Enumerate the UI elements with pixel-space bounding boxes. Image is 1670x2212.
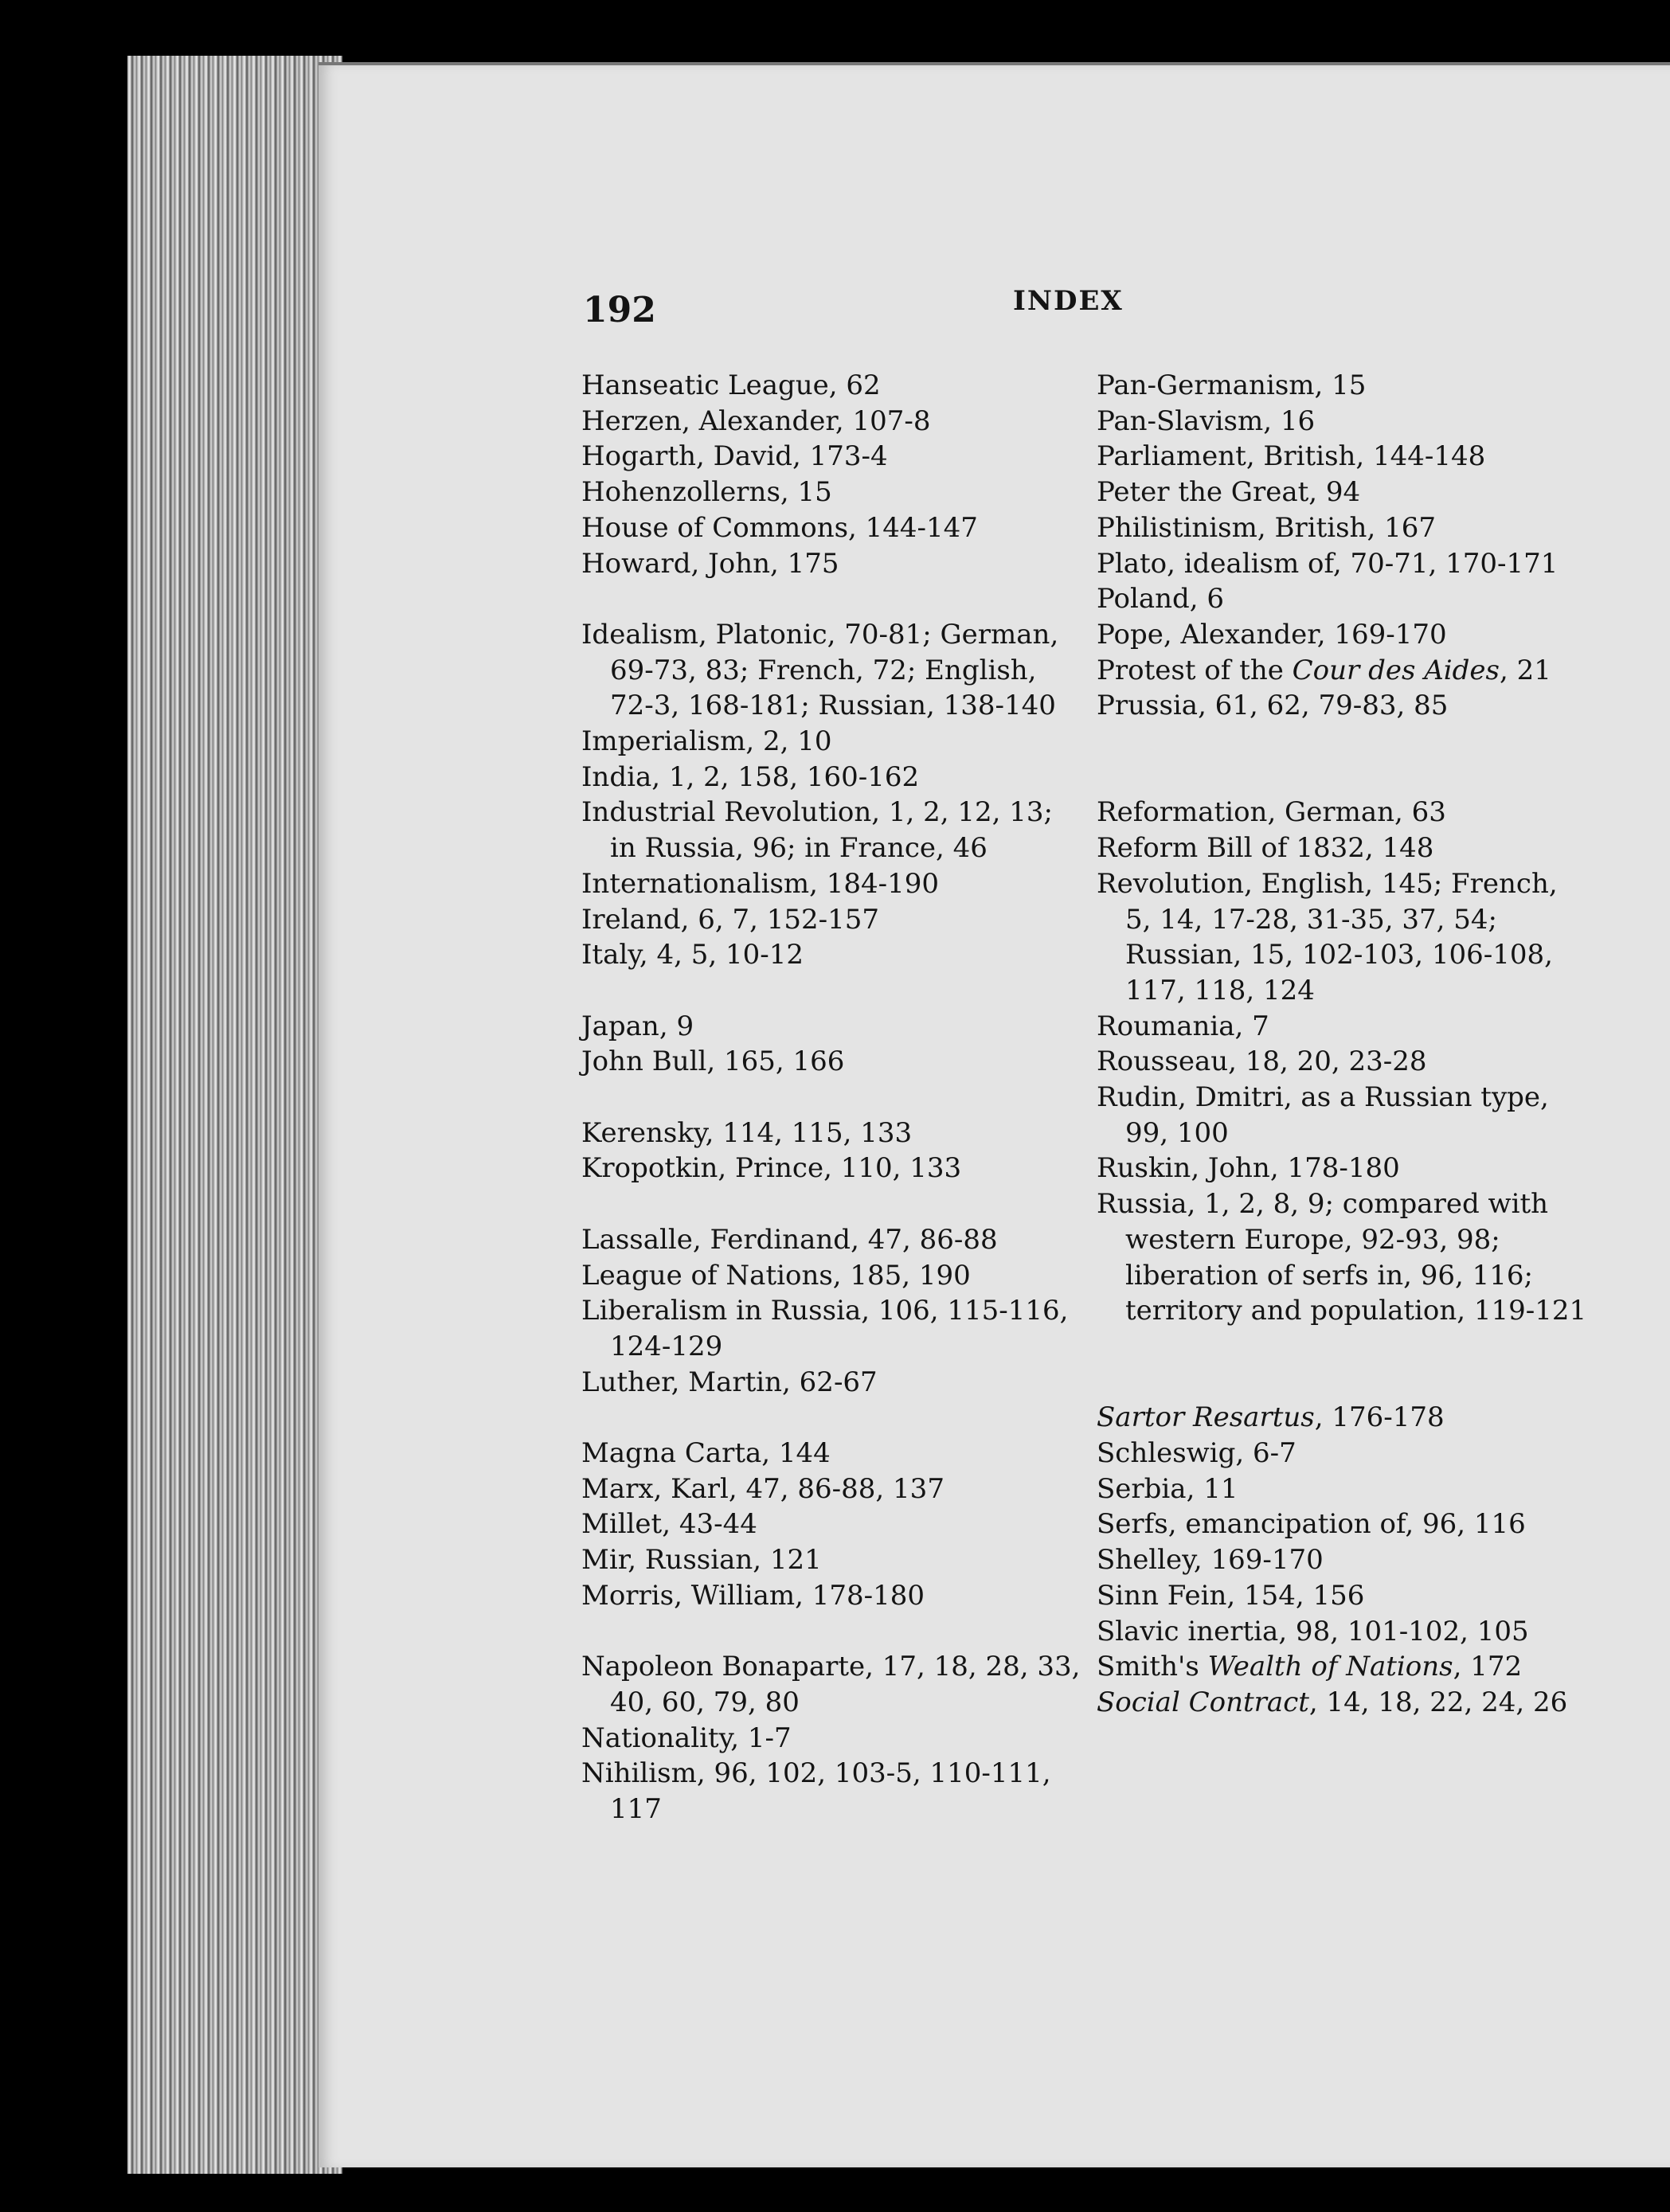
index-entry: Kerensky, 114, 115, 133 — [581, 1116, 913, 1149]
index-entry: India, 1, 2, 158, 160-162 — [581, 760, 920, 793]
index-entry: Pan-Germanism, 15 — [1097, 369, 1367, 401]
index-entry: Ireland, 6, 7, 152-157 — [581, 903, 879, 936]
page-number: 192 — [583, 290, 656, 330]
entry-spacer — [1097, 760, 1590, 795]
index-entry: Peter the Great, 94 — [1097, 476, 1361, 509]
index-column-right — [1097, 368, 1590, 1721]
entry-spacer — [581, 1186, 1083, 1222]
index-entry: John Bull, 165, 166 — [581, 1045, 845, 1078]
entry-spacer — [1097, 1365, 1590, 1401]
index-entry: Idealism, Platonic, 70-81; German, 69-73, 83; French, 72; English, 72-3, 168-181; Russian, 138-140 — [581, 618, 1059, 722]
entry-text: Smith's — [1097, 1651, 1208, 1683]
index-entry: League of Nations, 185, 190 — [581, 1259, 971, 1292]
index-entry: Morris, William, 178-180 — [581, 1579, 925, 1612]
index-entry: Internationalism, 184-190 — [581, 867, 940, 900]
index-entry: Rudin, Dmitri, as a Russian type, 99, 100 — [1097, 1081, 1549, 1149]
index-entry: Millet, 43-44 — [581, 1508, 757, 1541]
page-header — [583, 285, 1140, 341]
index-entry: Nationality, 1-7 — [581, 1722, 792, 1754]
index-entry — [1097, 1685, 1590, 1721]
index-entry: Prussia, 61, 62, 79-83, 85 — [1097, 690, 1449, 722]
entry-pages: , 21 — [1500, 654, 1551, 686]
index-entry: Philistinism, British, 167 — [1097, 511, 1436, 544]
index-entry: Sinn Fein, 154, 156 — [1097, 1579, 1365, 1612]
index-entry: Italy, 4, 5, 10-12 — [581, 939, 804, 971]
index-entry: Pope, Alexander, 169-170 — [1097, 618, 1447, 651]
index-entry: Mir, Russian, 121 — [581, 1544, 822, 1577]
index-entry: House of Commons, 144-147 — [581, 511, 978, 544]
index-entry: Herzen, Alexander, 107-8 — [581, 404, 931, 437]
entry-spacer — [581, 1080, 1083, 1116]
index-entry: Slavic inertia, 98, 101-102, 105 — [1097, 1615, 1529, 1647]
index-entry: Industrial Revolution, 1, 2, 12, 13; in Russia, 96; in France, 46 — [581, 796, 1053, 865]
entry-text: Protest of the — [1097, 654, 1293, 686]
index-entry: Russia, 1, 2, 8, 9; compared with western Europe, 92-93, 98; liberation of serfs in, 96, 116; territory and population, 119-121 — [1097, 1188, 1587, 1327]
index-entry: Reformation, German, 63 — [1097, 796, 1446, 829]
index-entry: Lassalle, Ferdinand, 47, 86-88 — [581, 1223, 998, 1256]
entry-spacer — [581, 581, 1083, 617]
index-entry: Pan-Slavism, 16 — [1097, 404, 1316, 437]
index-entry: Roumania, 7 — [1097, 1010, 1269, 1042]
index-entry: Marx, Karl, 47, 86-88, 137 — [581, 1472, 945, 1505]
index-entry: Shelley, 169-170 — [1097, 1544, 1324, 1577]
index-entry: Napoleon Bonaparte, 17, 18, 28, 33, 40, 60, 79, 80 — [581, 1651, 1081, 1718]
index-entry: Plato, idealism of, 70-71, 170-171 — [1097, 547, 1559, 580]
page-title: INDEX — [1013, 285, 1124, 317]
index-entry — [1097, 1400, 1590, 1436]
index-entry: Serfs, emancipation of, 96, 116 — [1097, 1508, 1526, 1541]
index-column-left — [581, 368, 1083, 1827]
index-entry: Imperialism, 2, 10 — [581, 725, 832, 758]
index-entry: Japan, 9 — [581, 1010, 694, 1042]
index-entry: Schleswig, 6-7 — [1097, 1437, 1296, 1470]
index-entry: Liberalism in Russia, 106, 115-116, 124-129 — [581, 1295, 1069, 1362]
index-entry: Nihilism, 96, 102, 103-5, 110-111, 117 — [581, 1757, 1051, 1826]
index-entry: Revolution, English, 145; French, 5, 14, 17-28, 31-35, 37, 54; Russian, 15, 102-103, 106-108, 117, 118, 124 — [1097, 867, 1558, 1006]
index-entry: Parliament, British, 144-148 — [1097, 440, 1486, 473]
book-page-edges — [127, 56, 342, 2174]
entry-spacer — [581, 1400, 1083, 1436]
entry-italic-title: Cour des Aides — [1292, 654, 1500, 686]
index-entry: Poland, 6 — [1097, 583, 1225, 616]
index-entry: Reform Bill of 1832, 148 — [1097, 832, 1434, 865]
index-entry: Hogarth, David, 173-4 — [581, 440, 888, 473]
entry-italic-title: Wealth of Nations — [1207, 1651, 1453, 1683]
index-entry — [1097, 1649, 1590, 1685]
index-entry: Howard, John, 175 — [581, 547, 839, 580]
index-entry — [1097, 653, 1590, 689]
index-entry: Luther, Martin, 62-67 — [581, 1366, 878, 1398]
entry-italic-title: Sartor Resartus — [1097, 1401, 1315, 1434]
index-entry: Hanseatic League, 62 — [581, 369, 881, 401]
entry-spacer — [1097, 1329, 1590, 1365]
index-entry: Serbia, 11 — [1097, 1472, 1238, 1505]
index-entry: Kropotkin, Prince, 110, 133 — [581, 1152, 962, 1185]
index-entry: Magna Carta, 144 — [581, 1437, 831, 1470]
entry-pages: , 176-178 — [1314, 1401, 1445, 1434]
entry-spacer — [581, 1614, 1083, 1650]
index-entry: Rousseau, 18, 20, 23-28 — [1097, 1045, 1427, 1078]
index-entry: Hohenzollerns, 15 — [581, 476, 832, 509]
index-entry: Ruskin, John, 178-180 — [1097, 1152, 1400, 1185]
entry-italic-title: Social Contract — [1097, 1686, 1309, 1718]
entry-spacer — [1097, 724, 1590, 760]
entry-pages: , 172 — [1453, 1651, 1523, 1683]
entry-pages: , 14, 18, 22, 24, 26 — [1308, 1686, 1568, 1718]
entry-spacer — [581, 973, 1083, 1009]
